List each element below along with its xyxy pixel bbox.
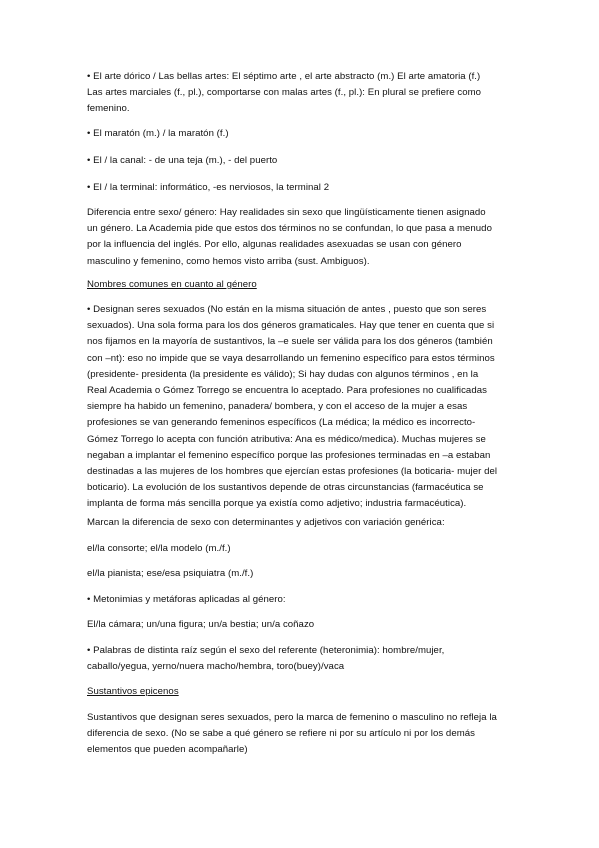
text-line: Las artes marciales (f., pl.), comportarse con malas artes (f., pl.): En plural se prefiere como: [87, 87, 482, 99]
text-line: Sustantivos que designan seres sexuados, pero la marca de femenino o masculino no refleja la: [87, 712, 497, 723]
text-line: destinadas a las mujeres de los hombres que ejercían estas profesiones (la boticaria- mujer del: [87, 466, 498, 478]
text-line: • Palabras de distinta raíz según el sexo del referente (heteronimia): hombre/mujer,: [87, 645, 445, 656]
text-line: el/la consorte; el/la modelo (m./f.): [87, 543, 231, 554]
text-line: Real Academia o Gómez Torrego se encuentra lo aceptado. Para profesiones no cualificadas: [87, 385, 487, 397]
text-line: por la influencia del inglés. Por ello, algunas realidades asexuadas se usan con género: [87, 239, 462, 251]
text-line: sexuados). Una sola forma para los dos géneros gramaticales. Hay que tener en cuenta que si: [87, 320, 495, 332]
text-line: • El / la canal: - de una teja (m.), - del puerto: [87, 155, 278, 166]
heading-nombres-comunes: [87, 277, 517, 293]
section-heading: Sustantivos epicenos: [87, 686, 179, 697]
heading-epicenos: [87, 684, 517, 700]
text-line: diferencia de sexo. (No se sabe a qué género se refiere ni por su artículo ni por los demás: [87, 728, 475, 740]
text-line: • El arte dórico / Las bellas artes: El séptimo arte , el arte abstracto (m.) El arte amatoria (f.): [87, 71, 481, 82]
bullet-heteronimia: [87, 643, 517, 675]
paragraph-sexo-genero: [87, 205, 517, 270]
example-camara: [87, 617, 517, 633]
bullet-canal: [87, 153, 517, 169]
text-line: • El maratón (m.) / la maratón (f.): [87, 128, 229, 139]
bullet-metonimias: [87, 592, 517, 608]
text-line: con –nt): eso no impide que se vaya desarrollando un femenino específico para estos términos: [87, 352, 495, 364]
paragraph-epicenos: [87, 710, 517, 759]
text-line: boticario). La evolución de los sustantivos depende de otras circunstancias (farmacéutica se: [87, 482, 484, 494]
text-line: • Metonimias y metáforas aplicadas al género:: [87, 594, 286, 605]
text-line: Diferencia entre sexo/ género: Hay realidades sin sexo que lingüísticamente tienen asignado: [87, 207, 486, 218]
paragraph-marcan: [87, 515, 517, 531]
section-heading: Nombres comunes en cuanto al género: [87, 279, 257, 290]
paragraph-designan: [87, 302, 517, 513]
text-line: • El / la terminal: informático, -es nerviosos, la terminal 2: [87, 182, 330, 193]
example-pianista: [87, 566, 517, 582]
bullet-maraton: [87, 126, 517, 142]
text-line: (presidente- presidenta (la presidente es válido); Si hay dudas con algunos términos , en la: [87, 368, 479, 380]
text-line: un género. La Academia pide que estos dos términos no se confundan, lo que pasa a menudo: [87, 223, 492, 235]
text-line: • Designan seres sexuados (No están en la misma situación de antes , puesto que son seres: [87, 304, 487, 315]
text-line: elementos que pueden acompañarle): [87, 744, 248, 756]
text-line: masculino y femenino, como hemos visto arriba (sust. Ambiguos).: [87, 255, 370, 267]
text-line: Gómez Torrego lo acepta con función atributiva: Ana es médico/medica). Muchas mujeres se: [87, 433, 486, 445]
text-line: siempre ha habido un femenino, panadera/ bombera, y con el acceso de la mujer a esas: [87, 401, 468, 413]
text-line: profesiones se van generando femeninos específicos (La médica; la médico es incorrecto-: [87, 417, 476, 429]
text-line: el/la pianista; ese/esa psiquiatra (m./f.): [87, 568, 254, 579]
example-consorte: [87, 541, 517, 557]
text-line: El/la cámara; un/una figura; un/a bestia; un/a coñazo: [87, 619, 315, 630]
text-line: implanta de forma más sencilla porque ya existía como adjetivo; industria farmacéutica).: [87, 498, 467, 510]
bullet-terminal: [87, 180, 517, 196]
text-line: negaban a implantar el femenino específico porque las profesiones terminadas en –a estaban: [87, 449, 491, 461]
text-line: caballo/yegua, yerno/nuera macho/hembra, toro(buey)/vaca: [87, 661, 345, 673]
text-line: nos fijamos en la mayoría de sustantivos, la –e suele ser válida para los dos géneros (también: [87, 336, 493, 348]
text-line: Marcan la diferencia de sexo con determinantes y adjetivos con variación genérica:: [87, 517, 445, 528]
paragraph-arte: [87, 69, 517, 118]
text-line: femenino.: [87, 103, 130, 115]
